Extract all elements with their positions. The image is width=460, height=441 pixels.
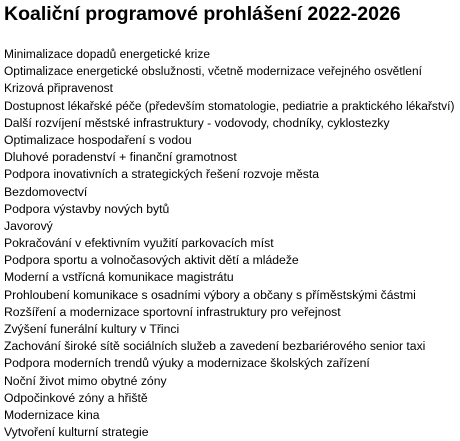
program-item: Moderní a vstřícná komunikace magistrátu	[4, 270, 234, 285]
program-item: Optimalizace energetické obslužnosti, včetně modernizace veřejného osvětlení	[4, 64, 422, 79]
program-item: Rozšíření a modernizace sportovní infrastruktury pro veřejnost	[4, 304, 341, 319]
program-item: Podpora moderních trendů výuky a modernizace školských zařízení	[4, 356, 370, 371]
program-item: Vytvoření kulturní strategie	[4, 425, 149, 440]
program-item: Zachování široké sítě sociálních služeb a zavedení bezbariérového senior taxi	[4, 339, 426, 354]
program-item: Podpora inovativních a strategických řešení rozvoje města	[4, 167, 320, 182]
document-title: Koaliční programové prohlášení 2022-2026	[4, 3, 401, 25]
program-item-list	[4, 46, 454, 441]
program-item: Podpora sportu a volnočasových aktivit dětí a mládeže	[4, 253, 299, 268]
program-item: Prohloubení komunikace s osadními výbory a občany s příměstskými částmi	[4, 287, 416, 302]
program-item: Javorový	[4, 218, 53, 233]
program-item: Zvýšení funerální kultury v Třinci	[4, 322, 180, 336]
program-item: Modernizace kina	[4, 407, 100, 422]
program-item: Noční život mimo obytné zóny	[4, 373, 167, 388]
program-item: Dostupnost lékařské péče (především stomatologie, pediatrie a praktického lékařství)	[4, 98, 455, 113]
program-item: Dluhové poradenství + finanční gramotnost	[4, 150, 237, 165]
program-item: Podpora výstavby nových bytů	[4, 201, 170, 216]
program-item: Krizová připravenost	[4, 81, 113, 96]
program-item: Bezdomovectví	[4, 184, 88, 199]
program-item: Pokračování v efektivním využití parkovacích míst	[4, 236, 274, 251]
program-item: Optimalizace hospodaření s vodou	[4, 132, 192, 147]
program-item: Další rozvíjení městské infrastruktury - vodovody, chodníky, cyklostezky	[4, 115, 390, 130]
program-item: Minimalizace dopadů energetické krize	[4, 47, 210, 61]
program-item: Odpočinkové zóny a hřiště	[4, 390, 148, 405]
